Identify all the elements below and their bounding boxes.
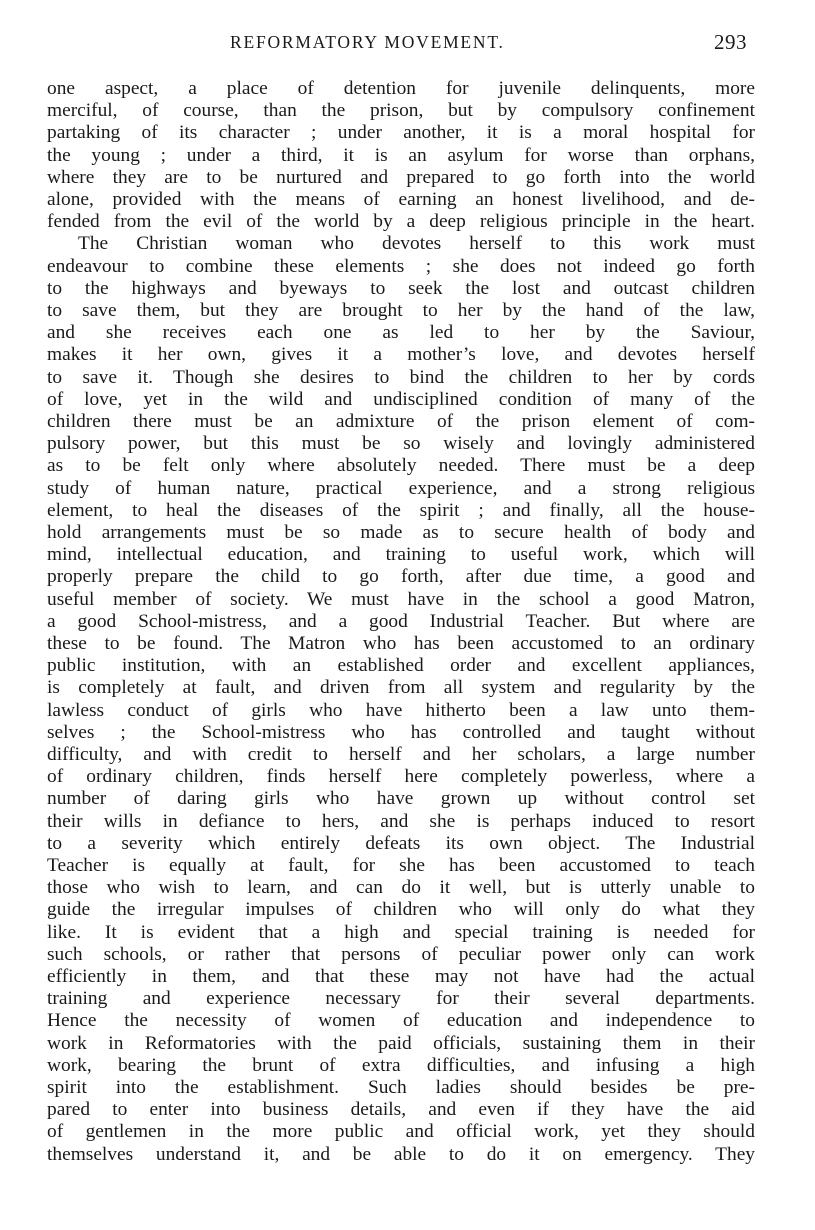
text-line: children there must be an admixture of the prison element of com- [47,411,755,432]
text-line: public institution, with an established order and excellent appliances, [47,655,755,677]
text-line: where they are to be nurtured and prepared to go forth into the world [47,166,755,188]
text-line: such schools, or rather that persons of peculiar power only can work [47,943,755,965]
text-line: makes it her own, gives it a mother’s love, and devotes herself [47,344,755,366]
text-line: guide the irregular impulses of children who will only do what they [47,899,755,921]
page-number: 293 [714,30,747,54]
text-line: work in Reformatories with the paid officials, sustaining them in their [47,1032,755,1054]
text-line: selves ; the School-mistress who has controlled and taught without [47,721,755,743]
text-line: those who wish to learn, and can do it well, but is utterly unable to [47,877,755,899]
text-line: as to be felt only where absolutely needed. There must be a deep [47,455,755,477]
text-line: alone, provided with the means of earning an honest livelihood, and de- [47,189,755,210]
text-line: pared to enter into business details, and even if they have the aid [47,1099,755,1121]
text-line: their wills in defiance to hers, and she is perhaps induced to resort [47,810,755,832]
text-line: pulsory power, but this must be so wisely and lovingly administered [47,433,755,455]
text-line: Teacher is equally at fault, for she has been accustomed to teach [47,855,755,876]
text-line: element, to heal the diseases of the spirit ; and finally, all the house- [47,499,755,521]
text-line: number of daring girls who have grown up without control set [47,788,755,810]
text-line: to save them, but they are brought to her by the hand of the law, [47,300,755,321]
text-line: work, bearing the brunt of extra difficulties, and infusing a high [47,1054,755,1076]
text-line: to a severity which entirely defeats its own object. The Industrial [47,832,755,854]
text-line: is completely at fault, and driven from all system and regularity by the [47,677,755,699]
text-line: The Christian woman who devotes herself to this work must [78,233,755,255]
text-line: training and experience necessary for their several departments. [47,988,755,1010]
running-title: REFORMATORY MOVEMENT. [230,32,505,52]
text-line: one aspect, a place of detention for juvenile delinquents, more [47,78,755,99]
text-line: spirit into the establishment. Such ladies should besides be pre- [47,1077,755,1098]
text-line: fended from the evil of the world by a deep religious principle in the heart. [47,211,755,233]
text-line: of love, yet in the wild and undisciplined condition of many of the [47,388,755,410]
text-line: difficulty, and with credit to herself and her scholars, a large number [47,744,755,765]
text-line: properly prepare the child to go forth, after due time, a good and [47,566,755,588]
text-line: of ordinary children, finds herself here completely powerless, where a [47,766,755,788]
text-line: study of human nature, practical experience, and a strong religious [47,477,755,499]
text-line: to save it. Though she desires to bind the children to her by cords [47,366,755,388]
text-line: and she receives each one as led to her by the Saviour, [47,322,755,344]
text-line: like. It is evident that a high and special training is needed for [47,921,755,943]
text-line: endeavour to combine these elements ; she does not indeed go forth [47,255,755,277]
text-line: partaking of its character ; under another, it is a moral hospital for [47,122,755,144]
text-line: the young ; under a third, it is an asylum for worse than orphans, [47,144,755,166]
text-line: hold arrangements must be so made as to secure health of body and [47,522,755,543]
text-line: mind, intellectual education, and training to useful work, which will [47,544,755,566]
text-line: useful member of society. We must have in the school a good Matron, [47,588,755,610]
text-line: merciful, of course, than the prison, but by compulsory confinement [47,100,755,122]
text-line: lawless conduct of girls who have hitherto been a law unto them- [47,699,755,721]
text-line: to the highways and byeways to seek the lost and outcast children [47,277,755,299]
text-line: themselves understand it, and be able to do it on emergency. They [47,1143,755,1165]
text-line: efficiently in them, and that these may not have had the actual [47,966,755,987]
text-line: Hence the necessity of women of education and independence to [47,1010,755,1032]
text-line: these to be found. The Matron who has been accustomed to an ordinary [47,633,755,654]
running-head [0,30,815,56]
text-line: a good School-mistress, and a good Industrial Teacher. But where are [47,610,755,632]
text-line: of gentlemen in the more public and official work, yet they should [47,1121,755,1143]
